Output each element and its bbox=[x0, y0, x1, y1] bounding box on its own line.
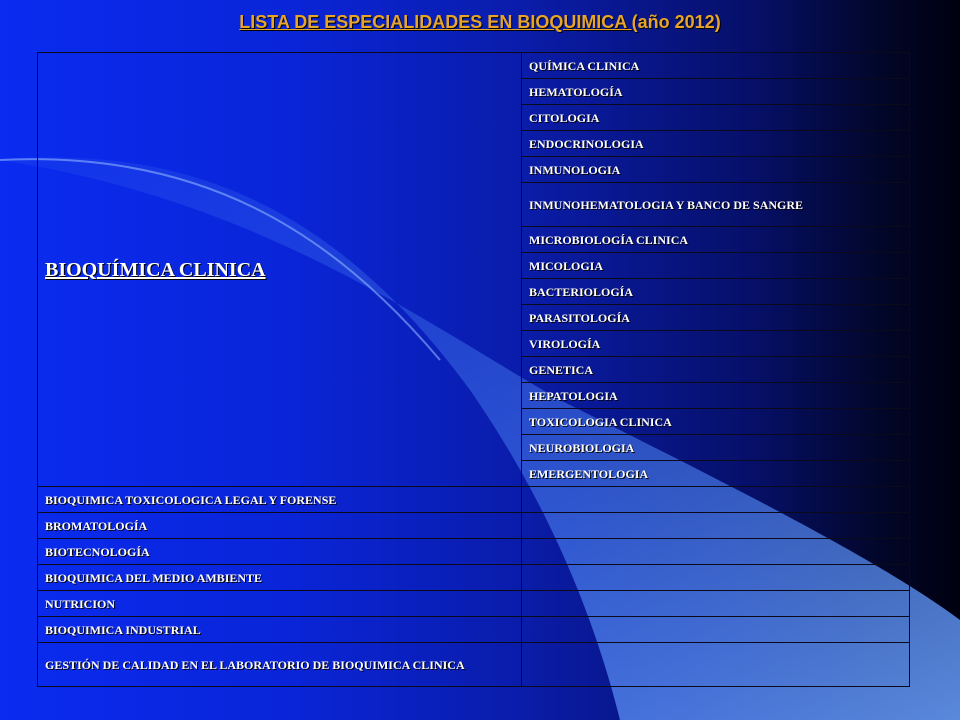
specialties-table bbox=[37, 52, 910, 687]
clinica-subspecialty: BACTERIOLOGÍA bbox=[522, 279, 910, 305]
clinica-subspecialty: HEPATOLOGIA bbox=[522, 383, 910, 409]
table-row bbox=[38, 591, 910, 617]
page-title bbox=[0, 12, 960, 33]
clinica-subspecialty: VIROLOGÍA bbox=[522, 331, 910, 357]
clinica-subspecialty: CITOLOGIA bbox=[522, 105, 910, 131]
specialty-cell: BIOQUIMICA INDUSTRIAL bbox=[38, 617, 522, 643]
clinica-subspecialty: GENETICA bbox=[522, 357, 910, 383]
clinica-subspecialty: INMUNOLOGIA bbox=[522, 157, 910, 183]
clinica-subspecialty: MICROBIOLOGÍA CLINICA bbox=[522, 227, 910, 253]
specialty-cell: NUTRICION bbox=[38, 591, 522, 617]
table-row bbox=[38, 539, 910, 565]
table-row bbox=[38, 617, 910, 643]
empty-cell bbox=[522, 513, 910, 539]
specialty-cell: BROMATOLOGÍA bbox=[38, 513, 522, 539]
empty-cell bbox=[522, 539, 910, 565]
table-row bbox=[38, 513, 910, 539]
clinica-subspecialty: TOXICOLOGIA CLINICA bbox=[522, 409, 910, 435]
clinica-subspecialty: PARASITOLOGÍA bbox=[522, 305, 910, 331]
clinica-label: BIOQUÍMICA CLINICA bbox=[38, 53, 522, 487]
clinica-subspecialty: INMUNOHEMATOLOGIA Y BANCO DE SANGRE bbox=[522, 183, 910, 227]
clinica-subspecialty: MICOLOGIA bbox=[522, 253, 910, 279]
empty-cell bbox=[522, 487, 910, 513]
clinica-subspecialty: HEMATOLOGÍA bbox=[522, 79, 910, 105]
table-row bbox=[38, 487, 910, 513]
table-row bbox=[38, 643, 910, 687]
specialty-cell: BIOQUIMICA DEL MEDIO AMBIENTE bbox=[38, 565, 522, 591]
empty-cell bbox=[522, 643, 910, 687]
clinica-subspecialty: NEUROBIOLOGIA bbox=[522, 435, 910, 461]
empty-cell bbox=[522, 617, 910, 643]
table-row bbox=[38, 565, 910, 591]
empty-cell bbox=[522, 591, 910, 617]
clinica-subspecialty: QUÍMICA CLINICA bbox=[522, 53, 910, 79]
specialty-cell: GESTIÓN DE CALIDAD EN EL LABORATORIO DE BIOQUIMICA CLINICA bbox=[38, 643, 522, 687]
clinica-subspecialty: EMERGENTOLOGIA bbox=[522, 461, 910, 487]
specialty-cell: BIOTECNOLOGÍA bbox=[38, 539, 522, 565]
empty-cell bbox=[522, 565, 910, 591]
title-main: LISTA DE ESPECIALIDADES EN BIOQUIMICA bbox=[239, 12, 632, 32]
clinica-subspecialty: ENDOCRINOLOGIA bbox=[522, 131, 910, 157]
title-year: (año 2012) bbox=[631, 12, 721, 32]
table-row bbox=[38, 53, 910, 79]
specialty-cell: BIOQUIMICA TOXICOLOGICA LEGAL Y FORENSE bbox=[38, 487, 522, 513]
